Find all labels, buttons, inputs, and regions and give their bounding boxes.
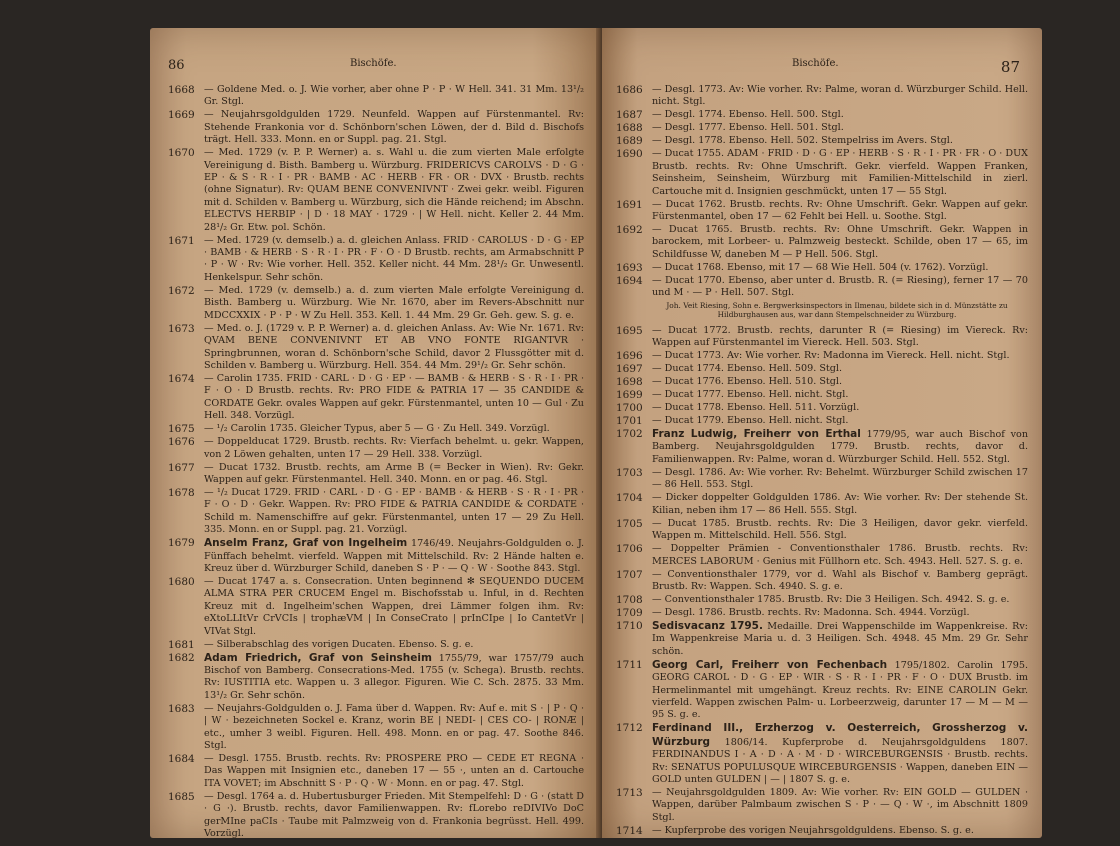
entry-description: — Goldene Med. o. J. Wie vorher, aber ohne P · P · W Hell. 341. 31 Mm. 13¹/₂ Gr. Stgl.	[204, 84, 584, 108]
entry-description: — Doppelducat 1729. Brustb. rechts. Rv: Vierfach behelmt. u. gekr. Wappen, von 2 Löwen gehalten, unten 17 — 29 Hell. 338. Vorzügl.	[204, 436, 584, 460]
page-number: 87	[1000, 58, 1020, 76]
entry-number: 1701	[616, 415, 643, 428]
entry-text	[204, 537, 584, 575]
entry-number: 1676	[168, 436, 195, 449]
entry-number: 1690	[616, 148, 643, 161]
entry-description: — Ducat 1732. Brustb. rechts, am Arme B (= Becker in Wien). Rv: Gekr. Wappen auf gekr. Fürstenmantel. Hell. 340. Monn. en or pag. 46. Stgl.	[204, 461, 584, 485]
entry-description: — Desgl. 1786. Av: Wie vorher. Rv: Behelmt. Würzburger Schild zwischen 17 — 86 Hell. 553. Stgl.	[652, 466, 1028, 491]
catalog-entry	[616, 607, 1028, 619]
catalog-entry	[168, 753, 584, 790]
entry-description: — Desgl. 1773. Av: Wie vorher. Rv: Palme, woran d. Würzburger Schild. Hell. nicht. Stgl.	[652, 84, 1028, 108]
entry-number: 1712	[616, 722, 643, 735]
catalog-entry	[616, 518, 1028, 543]
entry-text	[652, 607, 1028, 619]
entry-description: — Ducat 1785. Brustb. rechts. Rv: Die 3 Heiligen, davor gekr. vierfeld. Wappen m. Mittelschild. Hell. 556. Stgl.	[652, 517, 1028, 542]
catalog-entry	[616, 492, 1028, 517]
running-title: Bischöfe.	[350, 58, 397, 69]
entry-description: — Conventionsthaler 1779, vor d. Wahl als Bischof v. Bamberg geprägt. Brustb. Rv: Wappen. Sch. 4940. S. g. e.	[652, 568, 1028, 592]
entry-number: 1678	[168, 486, 195, 499]
entry-description: — Desgl. 1786. Brustb. rechts. Rv: Madonna. Sch. 4944. Vorzügl.	[652, 606, 970, 618]
catalog-entry	[168, 373, 584, 423]
catalog-entry	[616, 722, 1028, 786]
entry-description: — Ducat 1777. Ebenso. Hell. nicht. Stgl.	[652, 389, 849, 401]
entry-description: — Ducat 1762. Brustb. rechts. Rv: Ohne Umschrift. Gekr. Wappen auf gekr. Fürstenmantel, oben 17 — 62 Fehlt bei Hell. u. Soothe. Stgl.	[652, 198, 1028, 223]
entry-number: 1675	[168, 423, 195, 436]
book-spread	[130, 18, 1050, 838]
entry-description: — Desgl. 1777. Ebenso. Hell. 501. Stgl.	[652, 122, 844, 134]
entry-number: 1711	[616, 658, 643, 671]
entry-text	[652, 722, 1028, 786]
catalog-entry	[168, 639, 584, 651]
entry-number: 1700	[616, 402, 643, 415]
entry-description: — Neujahrsgoldgulden 1729. Neunfeld. Wappen auf Fürstenmantel. Rv: Stehende Frankonia vor d. Schönborn'schen Löwen, der d. Bild d. Bischofs trägt. Hell. 333. Monn. en or Suppl. pag. 21. Stgl.	[204, 109, 584, 146]
entry-number: 1669	[168, 109, 195, 122]
catalog-entry	[168, 323, 584, 373]
entry-text	[204, 462, 584, 487]
entry-number: 1683	[168, 702, 195, 715]
entry-text	[652, 518, 1028, 543]
entry-text	[652, 389, 1028, 401]
entry-description: — Carolin 1735. FRID · CARL · D · G · EP · — BAMB · & HERB · S · R · I · PR · F · O · D Brustb. rechts. Rv: PRO FIDE & PATRIA 17 — 35 CANDIDE & CORDATE Gekr. ovales Wappen auf gekr. Fürstenmantel, unten 10 — Gul · Zu Hell. 348. Vorzügl.	[204, 372, 584, 422]
entry-number: 1710	[616, 619, 643, 632]
entry-text	[204, 235, 584, 285]
catalog-entries	[168, 84, 584, 838]
entry-description: — Ducat 1768. Ebenso, mit 17 — 68 Wie Hell. 504 (v. 1762). Vorzügl.	[652, 261, 989, 273]
catalog-entry	[168, 537, 584, 575]
ruler-name: Franz Ludwig, Freiherr von Erthal	[652, 428, 861, 441]
catalog-entry	[616, 825, 1028, 837]
entry-description: — Desgl. 1764 a. d. Hubertusburger Frieden. Mit Stempelfehl: D · G · (statt D · G ·). Brustb. rechts, davor Familienwappen. Rv: fLorebo reDIVIVo DoC gerMIne paCIs · Taube mit Palmzweig von d. Frankonia begrüsst. Hell. 499. Vorzügl.	[204, 790, 584, 838]
entry-text	[652, 415, 1028, 427]
entry-text	[652, 787, 1028, 824]
entry-text	[652, 594, 1028, 606]
catalog-entry	[616, 135, 1028, 147]
entry-text	[204, 487, 584, 537]
catalog-entry	[616, 787, 1028, 824]
entry-text	[652, 467, 1028, 492]
entry-number: 1679	[168, 537, 195, 550]
catalog-entry	[616, 84, 1028, 109]
entry-text	[652, 620, 1028, 658]
catalog-entry	[616, 428, 1028, 466]
right-page	[602, 28, 1042, 838]
catalog-entry	[168, 84, 584, 109]
entry-description: — Med. 1729 (v. demselb.) a. d. zum vierten Male erfolgte Vereinigung d. Bisth. Bamberg u. Würzburg. Wie Nr. 1670, aber im Revers-Abschnitt nur MDCCXXIX · P · P · W Zu Hell. 353. Kell. 1. 44 Mm. 29 Gr. Geh. gew. S. g. e.	[204, 284, 584, 321]
catalog-entry	[616, 543, 1028, 568]
entry-text	[204, 147, 584, 234]
ruler-name: Ferdinand III., Erzherzog v. Oesterreich, Grossherzog v. Würzburg	[652, 722, 1028, 748]
entry-description: 1806/14. Kupferprobe d. Neujahrsgoldguldens 1807. FERDINANDUS I · A · D · A · M · D · WIRCEBURGENSIS · Brustb. rechts. Rv: SENATUS POPULUSQUE WIRCEBURGENSIS · Wappen, daneben EIN — GOLD unten GULDEN | — | 1807 S. g. e.	[652, 736, 1028, 785]
catalog-entry	[616, 620, 1028, 658]
catalog-entry	[616, 402, 1028, 414]
entry-description: — Ducat 1779. Ebenso. Hell. nicht. Stgl.	[652, 415, 849, 427]
footnote: Joh. Veit Riesing, Sohn e. Bergwerksinspectors in Ilmenau, bildete sich in d. Münzstätte zu Hildburghausen aus, war dann Stempelschneider zu Würzburg.	[666, 300, 1008, 319]
entry-number: 1708	[616, 593, 643, 606]
catalog-entry	[616, 224, 1028, 261]
ruler-name: Anselm Franz, Graf von Ingelheim	[204, 537, 408, 550]
entry-text	[652, 275, 1028, 300]
entry-text	[652, 122, 1028, 134]
running-title: Bischöfe.	[792, 58, 839, 69]
catalog-entry	[168, 652, 584, 703]
catalog-entry	[616, 262, 1028, 274]
entry-text	[204, 576, 584, 638]
catalog-entry	[168, 436, 584, 461]
entry-number: 1689	[616, 135, 643, 148]
entry-description: — Ducat 1755. ADAM · FRID · D · G · EP · HERB · S · R · I · PR · FR · O · DUX Brustb. rechts. Rv: Ohne Umschrift. Gekr. vierfeld. Wappen Franken, Seinsheim, Seinsheim, Würzburg mit Familien-Mittelschild in zierl. Cartouche mit d. Insignien geschmückt, unten 17 — 55 Stgl.	[652, 148, 1028, 197]
entry-text	[652, 199, 1028, 224]
catalog-entry	[168, 423, 584, 435]
entry-description: — Dicker doppelter Goldgulden 1786. Av: Wie vorher. Rv: Der stehende St. Kilian, neben ihm 17 — 86 Hell. 555. Stgl.	[652, 492, 1028, 516]
entry-number: 1707	[616, 568, 643, 581]
catalog-entry	[616, 659, 1028, 722]
entry-number: 1698	[616, 376, 643, 389]
entry-description: — Desgl. 1774. Ebenso. Hell. 500. Stgl.	[652, 109, 844, 121]
entry-description: — Desgl. 1778. Ebenso. Hell. 502. Stempelriss im Avers. Stgl.	[652, 135, 953, 147]
entry-number: 1686	[616, 84, 643, 96]
ruler-name: Georg Carl, Freiherr von Fechenbach	[652, 658, 888, 671]
entry-text	[652, 402, 1028, 414]
entry-number: 1684	[168, 753, 195, 766]
entry-description: — Doppelter Prämien - Conventionsthaler 1786. Brustb. rechts. Rv: MERCES LABORUM · Genius mit Füllhorn etc. Sch. 4943. Hell. 527. S. g. e.	[652, 543, 1028, 567]
entry-text	[652, 224, 1028, 261]
entry-text	[652, 350, 1028, 362]
entry-description: — Kupferprobe des vorigen Neujahrsgoldguldens. Ebenso. S. g. e.	[652, 824, 974, 836]
entry-text	[204, 436, 584, 461]
catalog-entry	[616, 363, 1028, 375]
entry-number: 1706	[616, 543, 643, 556]
entry-description: — Med. o. J. (1729 v. P. P. Werner) a. d. gleichen Anlass. Av: Wie Nr. 1671. Rv: QVAM BENE CONVENIVNT ET AB VNO FONTE RIGANTVR · Springbrunnen, woran d. Schönborn'sche Schild, davor 2 Flussgötter mit d. Schilden v. Bamberg u. Würzburg. Hell. 354. 44 Mm. 29¹/₂ Gr. Sehr schön.	[204, 322, 584, 371]
entry-number: 1696	[616, 350, 643, 363]
entry-text	[204, 84, 584, 109]
entry-description: — Ducat 1773. Av: Wie vorher. Rv: Madonna im Viereck. Hell. nicht. Stgl.	[652, 350, 1010, 362]
entry-text	[204, 703, 584, 753]
entry-number: 1699	[616, 389, 643, 402]
entry-number: 1709	[616, 606, 643, 619]
entry-text	[652, 376, 1028, 388]
catalog-entry	[168, 791, 584, 838]
left-page	[150, 28, 600, 838]
catalog-entry	[168, 487, 584, 537]
entry-text	[204, 109, 584, 146]
entry-number: 1697	[616, 363, 643, 376]
entry-description: Medaille. Drei Wappenschilde im Wappenkreise. Rv: Im Wappenkreise Maria u. d. 3 Heiligen. Sch. 4948. 45 Mm. 29 Gr. Sehr schön.	[652, 620, 1029, 657]
entry-text	[652, 363, 1028, 375]
catalog-entry	[168, 285, 584, 322]
entry-number: 1670	[168, 147, 195, 160]
entry-text	[652, 492, 1028, 517]
entry-number: 1705	[616, 517, 643, 530]
entry-number: 1681	[168, 638, 195, 651]
entry-number: 1682	[168, 651, 195, 664]
catalog-entry	[168, 235, 584, 285]
catalog-entry	[616, 109, 1028, 121]
entry-description: — Silberabschlag des vorigen Ducaten. Ebenso. S. g. e.	[204, 638, 474, 650]
catalog-entry	[616, 594, 1028, 606]
entry-number: 1685	[168, 790, 195, 803]
entry-text	[204, 791, 584, 838]
entry-description: — Neujahrsgoldgulden 1809. Av: Wie vorher. Rv: EIN GOLD — GULDEN · Wappen, darüber Palmbaum zwischen S · P · — Q · W ·, im Abschnitt 1809 Stgl.	[652, 786, 1028, 823]
entry-number: 1677	[168, 461, 195, 474]
entry-description: — Ducat 1770. Ebenso, aber unter d. Brustb. R. (= Riesing), ferner 17 — 70 und M · — P · Hell. 507. Stgl.	[652, 274, 1028, 299]
catalog-entry	[616, 122, 1028, 134]
entry-description: 1795/1802. Carolin 1795. GEORG CAROL · D · G · EP · WIR · S · R · I · PR · F · O · DUX Brustb. im Hermelinmantel mit umgehängt. Kreuz rechts. Rv: EINE CAROLIN Gekr. vierfeld. Wappen zwischen Palm- u. Lorbeerzweig, darunter 17 — M — M — 95 S. g. e.	[652, 659, 1028, 721]
entry-text	[652, 109, 1028, 121]
catalog-entry	[168, 109, 584, 146]
entry-description: — Ducat 1776. Ebenso. Hell. 510. Stgl.	[652, 376, 843, 388]
entry-description: — Ducat 1772. Brustb. rechts, darunter R (= Riesing) im Viereck. Rv: Wappen auf Fürstenmantel im Viereck. Hell. 503. Stgl.	[652, 324, 1028, 349]
ruler-name: Sedisvacanz 1795.	[652, 619, 763, 632]
entry-number: 1702	[616, 428, 643, 441]
entry-text	[652, 428, 1028, 466]
entry-text	[652, 135, 1028, 147]
entry-number: 1668	[168, 84, 195, 96]
entry-text	[204, 373, 584, 423]
entry-text	[652, 148, 1028, 198]
entry-number: 1672	[168, 284, 195, 297]
entry-text	[204, 323, 584, 373]
entry-text	[652, 543, 1028, 568]
entry-number: 1694	[616, 274, 643, 287]
entry-description: — Ducat 1765. Brustb. rechts. Rv: Ohne Umschrift. Gekr. Wappen in barockem, mit Lorbeer- u. Palmzweig besteckt. Schilde, oben 17 — 65, im Schildfusse W, daneben M — P Hell. 506. Stgl.	[652, 224, 1028, 260]
catalog-entry	[616, 148, 1028, 198]
entry-text	[652, 84, 1028, 109]
entry-text	[204, 652, 584, 703]
entry-description: — Ducat 1778. Ebenso. Hell. 511. Vorzügl.	[652, 402, 860, 414]
catalog-entry	[616, 467, 1028, 492]
entry-text	[652, 825, 1028, 837]
entry-number: 1680	[168, 575, 195, 588]
entry-text	[204, 285, 584, 322]
catalog-entries	[616, 84, 1028, 838]
catalog-entry	[616, 569, 1028, 594]
entry-number: 1714	[616, 824, 643, 837]
catalog-entry	[616, 376, 1028, 388]
entry-description: — ¹/₂ Ducat 1729. FRID · CARL · D · G · EP · BAMB · & HERB · S · R · I · PR · F · O · D · Gekr. Wappen. Rv: PRO FIDE & PATRIA CANDIDE & CORDATE · Schild m. Namenschiffre auf gekr. Fürstenmantel, unten 17 — 29 Zu Hell. 335. Monn. en or Suppl. pag. 21. Vorzügl.	[204, 486, 584, 536]
entry-text	[652, 325, 1028, 350]
entry-description: — Med. 1729 (v. demselb.) a. d. gleichen Anlass. FRID · CAROLUS · D · G · EP · BAMB · & HERB · S · R · I · PR · F · O · D Brustb. rechts, am Armabschnitt P · P · W · Rv: Wie vorher. Hell. 352. Keller nicht. 44 Mm. 28¹/₂ Gr. Unwesentl. Henkelspur. Sehr schön.	[204, 234, 584, 283]
entry-description: — Ducat 1774. Ebenso. Hell. 509. Stgl.	[652, 363, 843, 375]
catalog-entry	[616, 350, 1028, 362]
entry-text	[652, 659, 1028, 722]
entry-description: — Ducat 1747 a. s. Consecration. Unten beginnend ✻ SEQUENDO DUCEM ALMA STRA PER CRUCEM Engel m. Bischofsstab u. Inful, in d. Rechten Kreuz mit d. Ingelheim'schen Wappen, drei Lämmer folgen ihm. Rv: eXtoLLItVr CrVCIs | trophæVM | In ConseCrato | prInCIpe | Io CantetVr | VIVat Stgl.	[204, 575, 584, 637]
entry-text	[652, 262, 1028, 274]
entry-number: 1695	[616, 324, 643, 337]
catalog-entry	[616, 415, 1028, 427]
entry-number: 1693	[616, 261, 643, 274]
entry-description: — ¹/₂ Carolin 1735. Gleicher Typus, aber 5 — G · Zu Hell. 349. Vorzügl.	[204, 423, 550, 435]
page-number: 86	[168, 58, 185, 73]
catalog-entry	[168, 462, 584, 487]
entry-description: — Conventionsthaler 1785. Brustb. Rv: Die 3 Heiligen. Sch. 4942. S. g. e.	[652, 593, 1010, 605]
entry-text	[204, 753, 584, 790]
entry-number: 1704	[616, 492, 643, 505]
ruler-name: Adam Friedrich, Graf von Seinsheim	[204, 651, 432, 664]
catalog-entry	[616, 325, 1028, 350]
entry-number: 1703	[616, 466, 643, 479]
entry-number: 1691	[616, 198, 643, 211]
catalog-entry	[616, 199, 1028, 224]
entry-description: — Neujahrs-Goldgulden o. J. Fama über d. Wappen. Rv: Auf e. mit S · | P · Q · | W · bezeichneten Sockel e. Kranz, worin BE | NEDI- | CES CO- | RONÆ | etc., umher 3 weibl. Figuren. Hell. 498. Monn. en or pag. 47. Soothe 846. Stgl.	[204, 702, 584, 752]
entry-description: 1779/95, war auch Bischof von Bamberg. Neujahrsgoldgulden 1779. Brustb. rechts, davor d. Familienwappen. Rv: Palme, woran d. Würzburger Schild. Hell. 552. Stgl.	[652, 429, 1028, 465]
entry-text	[204, 639, 584, 651]
entry-number: 1692	[616, 224, 643, 237]
catalog-entry	[616, 275, 1028, 300]
entry-number: 1687	[616, 109, 643, 122]
catalog-entry	[168, 576, 584, 638]
entry-description: — Desgl. 1755. Brustb. rechts. Rv: PROSPERE PRO — CEDE ET REGNA · Das Wappen mit Insignien etc., daneben 17 — 55 ·, unten an d. Cartouche ITA VOVET; im Abschnitt S · P · Q · W · Monn. en or pag. 47. Stgl.	[204, 753, 584, 789]
entry-text	[652, 569, 1028, 594]
catalog-entry	[168, 703, 584, 753]
catalog-entry	[168, 147, 584, 234]
entry-number: 1713	[616, 786, 643, 799]
entry-description: — Med. 1729 (v. P. P. Werner) a. s. Wahl u. die zum vierten Male erfolgte Vereinigung d. Bisth. Bamberg u. Würzburg. FRIDERICVS CAROLVS · D · G · EP · & S · R · I · PR · BAMB · AC · HERB · FR · OR · DVX · Brustb. rechts (ohne Signatur). Rv: QUAM BENE CONVENIVNT · Zwei gekr. weibl. Figuren mit d. Schilden v. Bamberg u. Würzburg, sich die Hände reichend; im Abschn. ELECTVS HERBIP · | D · 18 MAY · 1729 · | W Hell. nicht. Keller 2. 44 Mm. 28¹/₂ Gr. Etw. pol. Schön.	[204, 147, 584, 233]
entry-number: 1671	[168, 234, 195, 247]
entry-text	[204, 423, 584, 435]
entry-number: 1673	[168, 322, 195, 335]
catalog-entry	[616, 389, 1028, 401]
entry-number: 1688	[616, 122, 643, 135]
entry-description: 1746/49. Neujahrs-Goldgulden o. J. Fünffach behelmt. vierfeld. Wappen mit Mittelschild. Rv: 2 Hände halten e. Kreuz über d. Würzburger Schild, daneben S · P · — Q · W · Soothe 843. Stgl.	[204, 538, 585, 574]
entry-description: 1755/79, war 1757/79 auch Bischof von Bamberg. Consecrations-Med. 1755 (v. Schega). Brustb. rechts. Rv: IUSTITIA etc. Wappen u. 3 allegor. Figuren. Wie C. Sch. 2875. 33 Mm. 13¹/₂ Gr. Sehr schön.	[204, 652, 584, 701]
entry-number: 1674	[168, 372, 195, 385]
